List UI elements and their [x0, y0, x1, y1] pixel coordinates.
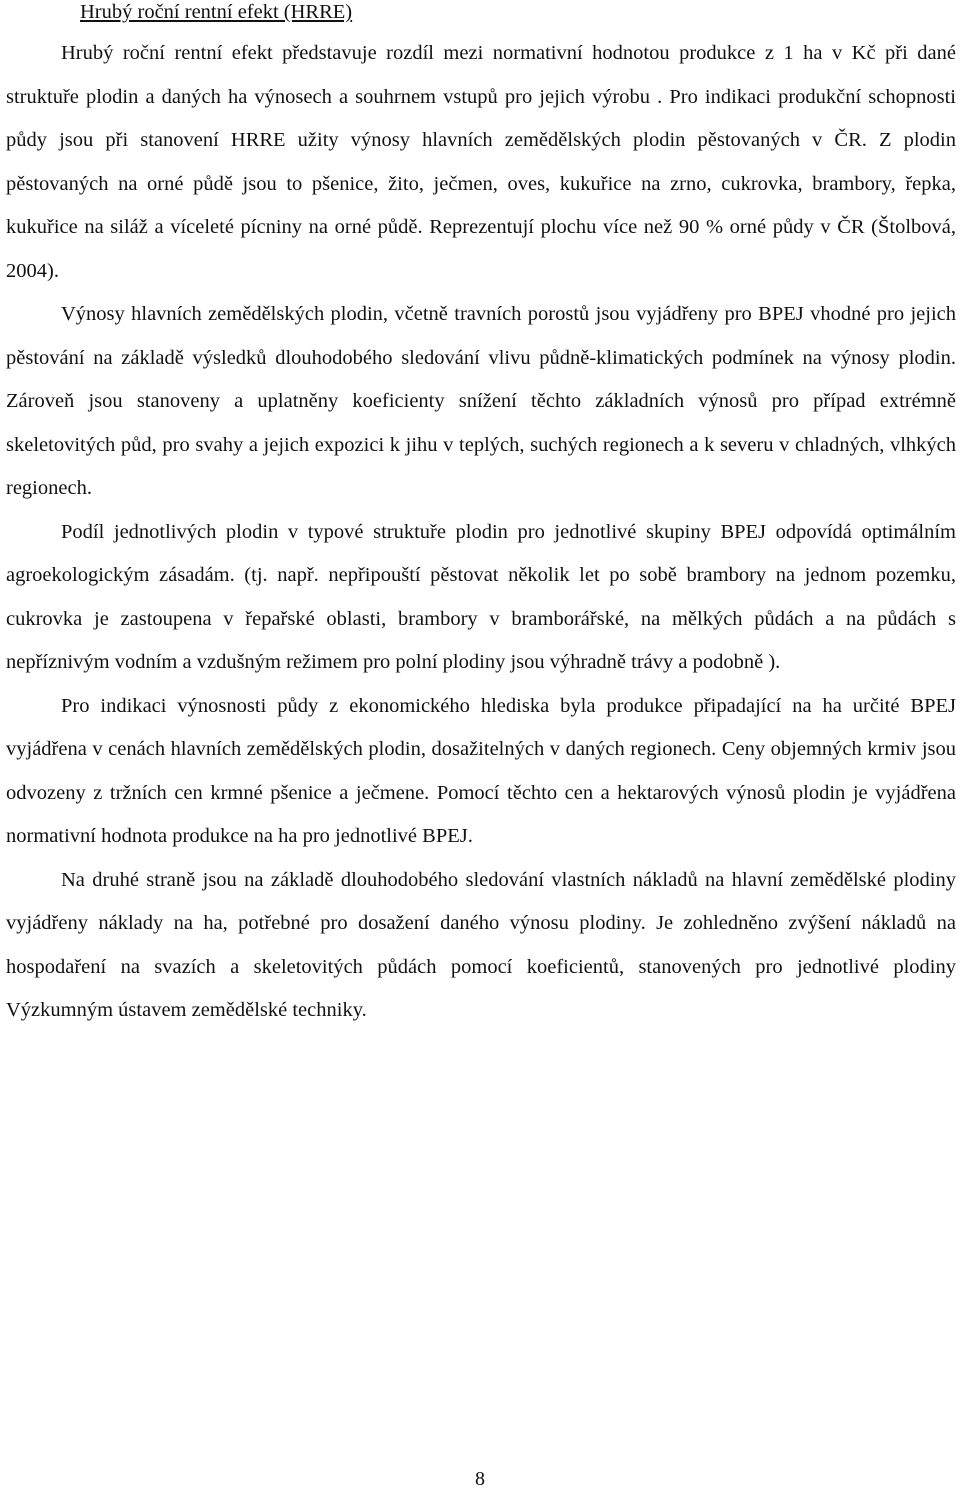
- page-number: 8: [475, 1468, 485, 1490]
- paragraph-crop-yields: Výnosy hlavních zemědělských plodin, včetně travních porostů jsou vyjádřeny pro BPEJ vhodné pro jejich pěstování na základě výsledků dlouhodobého sledování vlivu půdně-klimatických podmínek na výnosy plodin. Zároveň jsou stanoveny a uplatněny koeficienty snížení těchto základních výnosů pro případ extrémně skeletovitých půd, pro svahy a jejich expozici k jihu v teplých, suchých regionech a k severu v chladných, vlhkých regionech.: [6, 303, 956, 499]
- paragraph-economic-yield: Pro indikaci výnosnosti půdy z ekonomického hlediska byla produkce připadající na ha určité BPEJ vyjádřena v cenách hlavních zemědělských plodin, dosažitelných v daných regionech. Ceny objemných krmiv jsou odvozeny z tržních cen krmné pšenice a ječmene. Pomocí těchto cen a hektarových výnosů plodin je vyjádřena normativní hodnota produkce na ha pro jednotlivé BPEJ.: [6, 694, 956, 847]
- section-heading: Hrubý roční rentní efekt (HRRE): [80, 1, 353, 23]
- paragraph-costs: Na druhé straně jsou na základě dlouhodobého sledování vlastních nákladů na hlavní zemědělské plodiny vyjádřeny náklady na ha, potřebné pro dosažení daného výnosu plodiny. Je zohledněno zvýšení nákladů na hospodaření na svazích a skeletovitých půdách pomocí koeficientů, stanovených pro jednotlivé plodiny Výzkumným ústavem zemědělské techniky.: [6, 868, 956, 1021]
- paragraph-crop-share: Podíl jednotlivých plodin v typové struktuře plodin pro jednotlivé skupiny BPEJ odpovídá optimálním agroekologickým zásadám. (tj. např. nepřipouští pěstovat několik let po sobě brambory na jednom pozemku, cukrovka je zastoupena v řepařské oblasti, brambory v bramborářské, na mělkých půdách a na půdách s nepříznivým vodním a vzdušným režimem pro polní plodiny jsou výhradně trávy a podobně ).: [6, 520, 956, 673]
- paragraph-hrre-definition: Hrubý roční rentní efekt představuje rozdíl mezi normativní hodnotou produkce z 1 ha v Kč při dané struktuře plodin a daných ha výnosech a souhrnem vstupů pro jejich výrobu . Pro indikaci produkční schopnosti půdy jsou při stanovení HRRE užity výnosy hlavních zemědělských plodin pěstovaných v ČR. Z plodin pěstovaných na orné půdě jsou to pšenice, žito, ječmen, oves, kukuřice na zrno, cukrovka, brambory, řepka, kukuřice na siláž a víceleté pícniny na orné půdě. Reprezentují plochu více než 90 % orné půdy v ČR (Štolbová, 2004).: [6, 42, 956, 282]
- body-text: [6, 32, 956, 1033]
